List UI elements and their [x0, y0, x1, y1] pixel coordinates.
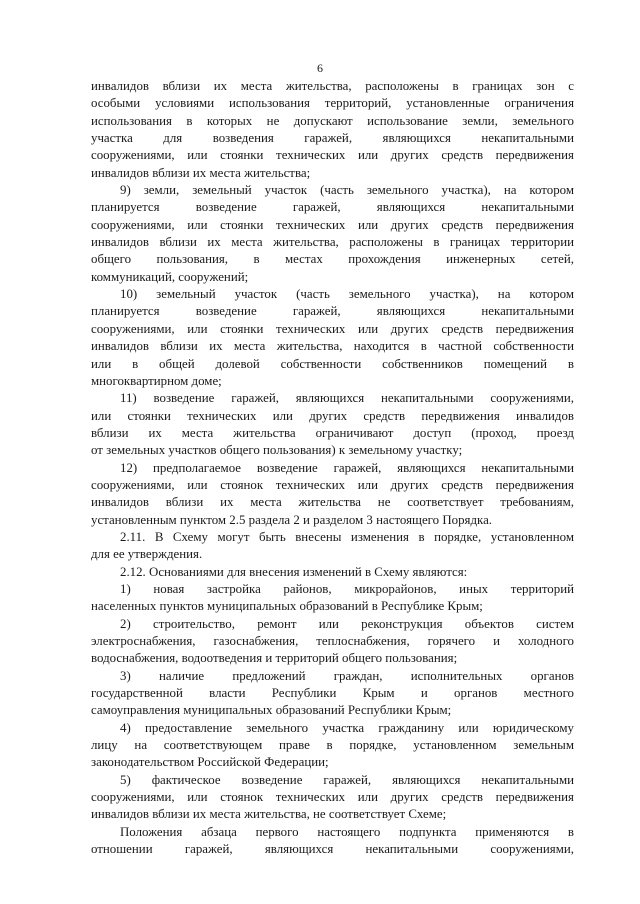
text-line: 9) земли, земельный участок (часть земельного участка), на котором	[120, 183, 574, 198]
text-line: населенных пунктов муниципальных образований в Республике Крым;	[91, 599, 483, 614]
paragraph-p2-12-4	[91, 720, 574, 772]
paragraph-p2-11	[91, 529, 574, 564]
paragraph-p2-12-1	[91, 581, 574, 616]
text-line: 10) земельный участок (часть земельного участка), на котором	[120, 287, 574, 302]
paragraph-p2-12-3	[91, 668, 574, 720]
text-line: законодательством Российской Федерации;	[91, 755, 329, 770]
text-line: сооружениями, или стоянки технических или других средств передвижения	[91, 217, 574, 232]
text-line: 12) предполагаемое возведение гаражей, являющихся некапитальными	[120, 460, 574, 475]
text-line: 1) новая застройка районов, микрорайонов, иных территорий	[120, 581, 574, 596]
text-line: инвалидов вблизи их места жительства, расположены в границах зон с	[91, 79, 574, 93]
text-line: планируется возведение гаражей, являющихся некапитальными	[91, 200, 574, 215]
text-line: общего пользования, в местах прохождения инженерных сетей,	[91, 252, 574, 267]
document-body	[91, 78, 574, 858]
text-line: для ее утверждения.	[91, 547, 203, 562]
text-line: самоуправления муниципальных образований Республики Крым;	[91, 703, 452, 718]
paragraph-p2-12	[91, 564, 574, 581]
text-line: коммуникаций, сооружений;	[91, 269, 249, 284]
text-line: инвалидов вблизи их места жительства;	[91, 165, 311, 180]
text-line: или в общей долевой собственности собственников помещений в	[91, 356, 574, 371]
paragraph-p9	[91, 182, 574, 286]
text-line: инвалидов вблизи их места жительства, не соответствует Схеме;	[91, 807, 447, 822]
text-line: или стоянки технических или других средств передвижения инвалидов	[91, 408, 574, 423]
text-line: сооружениями, или стоянок технических или других средств передвижения	[91, 477, 574, 492]
text-line: особыми условиями использования территорий, установленные ограничения	[91, 96, 574, 111]
text-line: 5) фактическое возведение гаражей, являющихся некапитальными	[120, 772, 574, 787]
text-line: 3) наличие предложений граждан, исполнительных органов	[120, 668, 574, 683]
paragraph-p-last	[91, 824, 574, 859]
text-line: лицу на соответствующем праве в порядке, установленном земельным	[91, 738, 574, 753]
text-line: 2) строительство, ремонт или реконструкция объектов систем	[120, 616, 574, 631]
text-line: государственной власти Республики Крым и органов местного	[91, 686, 574, 701]
paragraph-p11	[91, 390, 574, 459]
text-line: вблизи их места жительства ограничивают доступ (проход, проезд	[91, 425, 574, 440]
text-line: инвалидов вблизи их места жительства не соответствует требованиям,	[91, 495, 574, 510]
text-line: сооружениями, или стоянки технических или других средств передвижения	[91, 321, 574, 336]
paragraph-p2-12-2	[91, 616, 574, 668]
text-line: водоснабжения, водоотведения и территорий общего пользования;	[91, 651, 458, 666]
text-line: отношении гаражей, являющихся некапитальными сооружениями,	[91, 842, 574, 857]
text-line: участка для возведения гаражей, являющихся некапитальными	[91, 131, 574, 146]
text-line: 2.11. В Схему могут быть внесены изменения в порядке, установленном	[120, 529, 574, 544]
text-line: электроснабжения, газоснабжения, теплоснабжения, горячего и холодного	[91, 634, 574, 648]
text-line: 2.12. Основаниями для внесения изменений в Схему являются:	[120, 564, 468, 579]
text-line: сооружениями, или стоянок технических или других средств передвижения	[91, 790, 574, 805]
paragraph-p10	[91, 286, 574, 390]
text-line: инвалидов вблизи их места жительства, находится в частной собственности	[91, 339, 574, 354]
text-line: многоквартирном доме;	[91, 373, 222, 388]
text-line: от земельных участков общего пользования) к земельному участку;	[91, 443, 463, 458]
text-line: использования в которых не допускают использование земли, земельного	[91, 113, 574, 128]
text-line: планируется возведение гаражей, являющихся некапитальными	[91, 304, 574, 319]
paragraph-p12	[91, 460, 574, 529]
paragraph-p2-12-5	[91, 772, 574, 824]
text-line: 11) возведение гаражей, являющихся некапитальными сооружениями,	[120, 391, 574, 406]
text-line: 4) предоставление земельного участка гражданину или юридическому	[120, 720, 574, 735]
text-line: сооружениями, или стоянки технических или других средств передвижения	[91, 148, 574, 163]
paragraph-p8-cont	[91, 78, 574, 182]
text-line: установленным пунктом 2.5 раздела 2 и разделом 3 настоящего Порядка.	[91, 512, 493, 527]
text-line: Положения абзаца первого настоящего подпункта применяются в	[120, 824, 574, 839]
page-number: 6	[317, 61, 323, 75]
text-line: инвалидов вблизи их места жительства, расположены в границах территории	[91, 235, 574, 250]
